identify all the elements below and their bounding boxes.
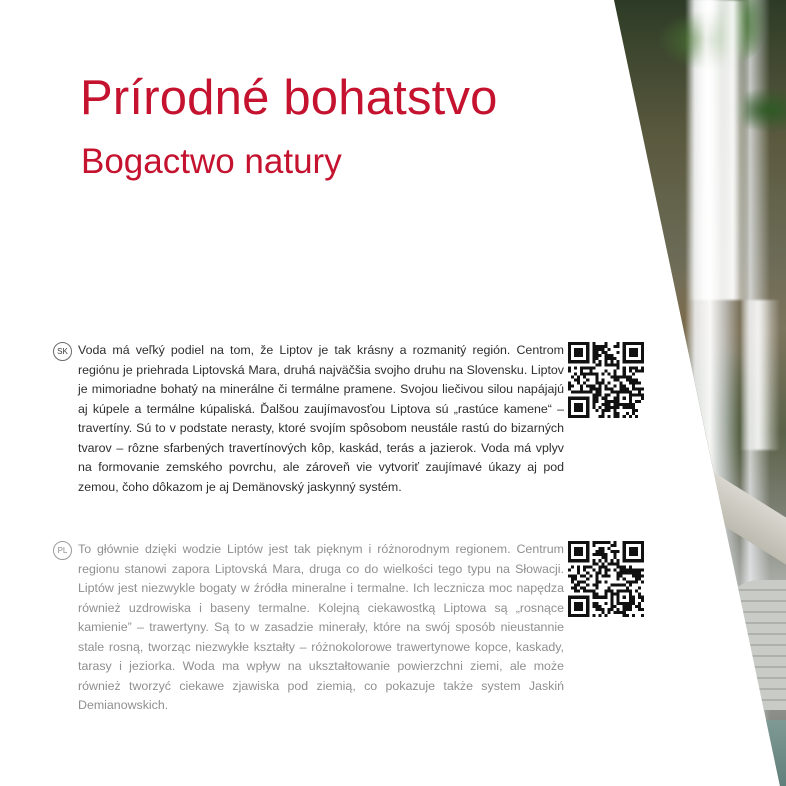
paragraph-pl: To głównie dzięki wodzie Liptów jest tak pięknym i różnorodnym regionem. Centrum regionu stanowi zapora Liptovská Mara, druga co do wielkości tego typu na Słowacji. Liptów jest niezwykle bogaty w źródła mineralne i termalne. Ich lecznicza moc napędza również uzdrowiska i baseny termalne. Kolejną ciekawostką Liptowa są „rosnące kamienie” – trawertyny. Są to w zasadzie minerały, które na swój sposób nieustannie stale rosną, tworząc niezwykłe kształty – różnokolorowe trawertynowe kopce, kaskady, tarasy i jeziorka. Woda ma wpływ na ukształtowanie powierzchni ziemi, ale może również tworzyć ciekawe zjawiska pod ziemią, co pokazuje także system Jaskiń Demianowskich.	[78, 542, 564, 712]
footpath	[689, 470, 786, 568]
language-badge-pl: PL	[53, 541, 72, 560]
page-subtitle: Bogactwo natury	[81, 142, 342, 181]
qr-code-graphic-pl	[568, 541, 644, 617]
qr-code-graphic-sk	[568, 342, 644, 418]
language-badge-sk: SK	[53, 342, 72, 361]
qr-code-icon[interactable]	[568, 541, 644, 617]
waterfall-lower-stream	[740, 300, 780, 450]
pool-water	[750, 720, 786, 786]
qr-code-icon[interactable]	[568, 342, 644, 418]
page-title: Prírodné bohatstvo	[80, 71, 498, 125]
stone-wall	[720, 580, 786, 710]
paragraph-sk: Voda má veľký podiel na tom, že Liptov je tak krásny a rozmanitý región. Centrom regiónu je priehrada Liptovská Mara, druhá najväčšia svojho druhu na Slovensku. Liptov je mimoriadne bohatý na minerálne či termálne pramene. Svojou liečivou silou napájajú aj kúpele a termálne kúpaliská. Ďalšou zaujímavosťou Liptova sú „rastúce kamene“ – travertíny. Sú to v podstate nerasty, ktoré svojím spôsobom neustále rastú do bizarných tvarov – rôzne sfarbených travertínových kôp, kaskád, terás a jazierok. Voda má vplyv na formovanie zemského povrchu, ale zároveň vie vytvoriť zaujímavé úkazy aj pod zemou, čoho dôkazom je aj Demänovský jaskynný systém.	[78, 343, 564, 494]
waterfall-stream	[688, 0, 748, 300]
